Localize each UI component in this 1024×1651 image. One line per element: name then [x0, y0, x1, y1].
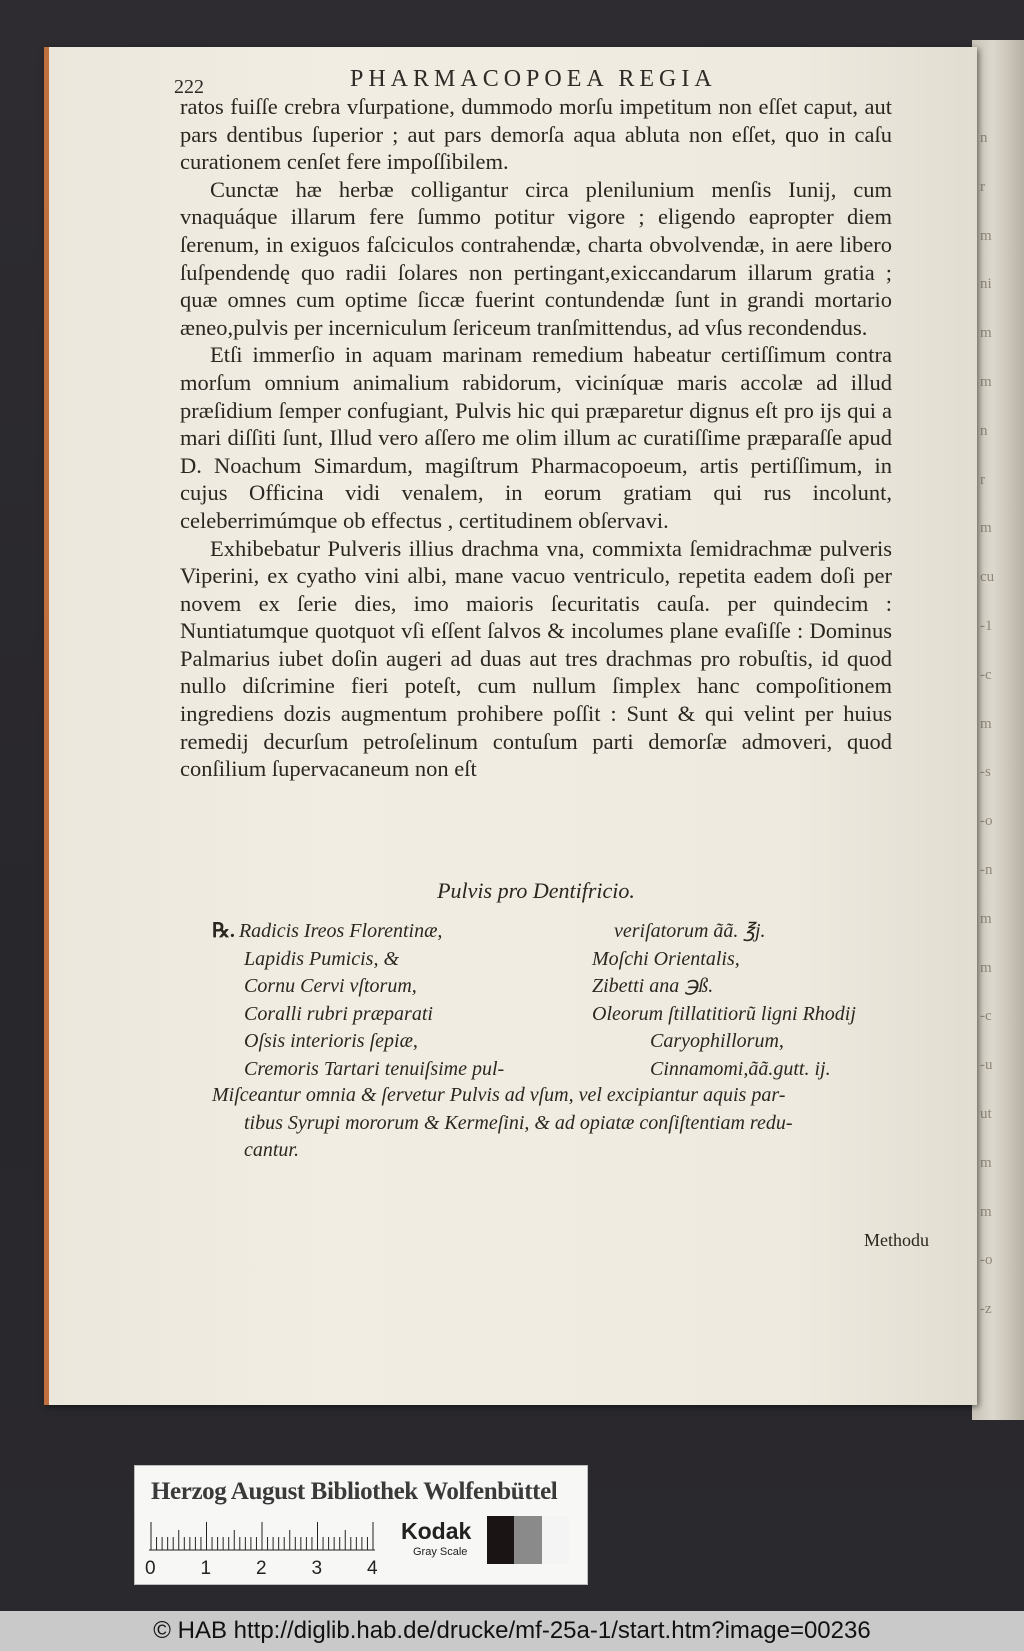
ingredient-line: Moſchi Orientalis, — [592, 947, 740, 970]
facing-page-edge — [972, 40, 1024, 1420]
ruler-number: 2 — [256, 1558, 267, 1579]
facing-page-fragment: m — [980, 374, 992, 390]
page-number: 222 — [174, 76, 204, 98]
facing-page-fragment: r — [980, 471, 985, 488]
instruction-line: Miſceantur omnia & ſervetur Pulvis ad vſum, vel excipiantur aquis par- — [212, 1084, 786, 1106]
rx-symbol-icon: ℞. — [212, 920, 235, 942]
facing-page-fragment: m — [980, 520, 992, 537]
facing-page-fragment: cu — [980, 569, 995, 586]
facing-page-fragment: -n — [980, 862, 993, 878]
ingredient-text: Radicis Ireos Florentinæ, — [238, 920, 443, 942]
color-calibration-card — [134, 1465, 588, 1585]
page-header — [174, 66, 894, 96]
library-name: Herzog August Bibliothek Wolfenbüttel — [151, 1478, 558, 1505]
paragraph: Exhibebatur Pulveris illius drachma vna, commixta ſemidrachmæ pulveris Viperini, ex cyatho vini albi, mane vacuo ventriculo, repetita eadem doſi per novem ex ſerie dies, imo maioris ſecuritatis cauſa. per quindecim : Nuntiatumque quotquot vſi eſſent ſalvos & incolumes plane evaſiſſe : Dominus Palmarius iubet doſin augeri ad duas aut tres drachmas pro robuſtis, id quod nullo diſcrimine fieri poteſt, cum nullum ſimplex hanc compoſitionem ingrediens dozis augmentum prohibere poſſit : Sunt & qui velint per huius remedij decurſum petroſelinum contuſum parti demorſæ admoveri, quod conſilium ſupervacaneum non eſt — [180, 535, 892, 782]
facing-page-fragment: -c — [980, 666, 992, 683]
facing-page-fragment: -1 — [980, 618, 993, 634]
facing-page-fragment: n — [980, 422, 988, 439]
paragraph: ratos fuiſſe crebra vſurpatione, dummodo morſu impetitum non eſſet caput, aut pars dentibus ſuperior ; aut pars demorſa aqua abluta non eſſet, quo in caſu curationem cenſet fere impoſſibilem. — [180, 94, 892, 175]
ruler-number: 1 — [200, 1558, 212, 1579]
facing-page-fragment: m — [980, 1154, 992, 1171]
gray-swatch — [514, 1516, 541, 1564]
recipe-title: Pulvis pro Dentifricio. — [437, 878, 635, 903]
ingredient-line: Zibetti ana ℈ß. — [592, 975, 714, 997]
ruler-numbers — [145, 1558, 385, 1580]
ingredient-line: Oleorum ſtillatitiorũ ligni Rhodij — [592, 1002, 856, 1025]
ingredient-line: Caryophillorum, — [650, 1030, 784, 1052]
body-text — [180, 93, 892, 783]
gray-swatches — [487, 1516, 569, 1564]
ruler-number: 4 — [367, 1558, 378, 1579]
instruction-line: tibus Syrupi mororum & Kermeſini, & ad opiatæ conſiſtentiam redu- — [244, 1111, 793, 1134]
ingredients-right-column — [592, 918, 922, 1083]
facing-page-fragment: r — [980, 178, 985, 195]
ingredient-line: Lapidis Pumicis, & — [244, 947, 400, 970]
ruler-number: 3 — [311, 1558, 323, 1579]
ingredient-line — [212, 918, 582, 946]
facing-page-fragment: m — [980, 715, 992, 732]
ingredient-line: veriſatorum ãã. ℥j. — [614, 920, 766, 942]
kodak-logo: Kodak — [401, 1518, 472, 1544]
instruction-line: cantur. — [244, 1139, 299, 1161]
gray-scale-label: Gray Scale — [413, 1546, 468, 1558]
facing-page-fragment: n — [980, 130, 988, 146]
facing-page-fragment: m — [980, 227, 992, 244]
facing-page-fragment: m — [980, 1203, 992, 1220]
footer-credit: © HAB http://diglib.hab.de/drucke/mf-25a-1/start.htm?image=00236 — [0, 1611, 1024, 1651]
facing-page-fragment: -z — [980, 1301, 992, 1318]
ingredient-line: Cremoris Tartari tenuiſsime pul- — [244, 1057, 505, 1080]
facing-page-fragment: -s — [980, 764, 991, 781]
facing-page-fragment: -o — [980, 1252, 993, 1269]
ingredient-line: Coralli rubri præparati — [244, 1002, 433, 1025]
facing-page-fragment: -u — [980, 1057, 993, 1074]
ruler-scale — [149, 1521, 375, 1551]
paragraph: Etſi immerſio in aquam marinam remedium habeatur certiſſimum contra morſum omnium animalium rabidorum, viciníquæ maris accolæ ad illud præſidium ſemper confugiant, Pulvis hic qui præparetur dignus eſt pro ijs qui a mari diſſiti ſunt, Illud vero aſſero me olim illum ac curatiſſime præparaſſe apud D. Noachum Simardum, magiſtrum Pharmacopoeum, artis pertiſſimum, in cujus Officina vidi venalem, in eorum gratiam qui rus incolunt, celeberrimúmque ob effectus , certitudinem obſervavi. — [180, 342, 892, 533]
ingredient-line: Oſsis interioris ſepiæ, — [244, 1030, 418, 1052]
facing-page-fragment: m — [980, 325, 992, 342]
catchword: Methodu — [864, 1230, 929, 1250]
ingredient-line: Cornu Cervi vſtorum, — [244, 975, 417, 997]
ingredients-left-column — [212, 918, 582, 1083]
facing-page-fragment: ni — [980, 276, 992, 293]
recipe-instructions — [212, 1082, 912, 1165]
facing-page-fragment: m — [980, 910, 992, 927]
gray-swatch — [542, 1516, 569, 1564]
gray-swatch — [487, 1516, 514, 1564]
ruler-number: 0 — [145, 1558, 156, 1579]
facing-page-fragment: ut — [980, 1106, 992, 1122]
paragraph: Cunctæ hæ herbæ colligantur circa plenilunium menſis Iunij, cum vnaquáque illarum fere ſummo potitur vigore ; eligendo eapropter diem ſerenum, in exiguos faſciculos contrahendæ, charta obvolvendæ, in aere libero ſuſpendendę quo radii ſolares non pertingant,exiccandarum illarum gratia ; quæ omnes cum optime ſiccæ fuerint contundendæ ſunt in grandi mortario æneo,pulvis per incerniculum ſericeum tranſmittendus, ad vſus recondendus. — [180, 176, 892, 340]
ingredient-line: Cinnamomi,ãã.gutt. ij. — [650, 1057, 831, 1080]
facing-page-fragment: -c — [980, 1008, 992, 1025]
facing-page-fragment: -o — [980, 813, 993, 830]
facing-page-fragment: m — [980, 959, 992, 976]
running-title: PHARMACOPOEA REGIA — [350, 66, 717, 92]
